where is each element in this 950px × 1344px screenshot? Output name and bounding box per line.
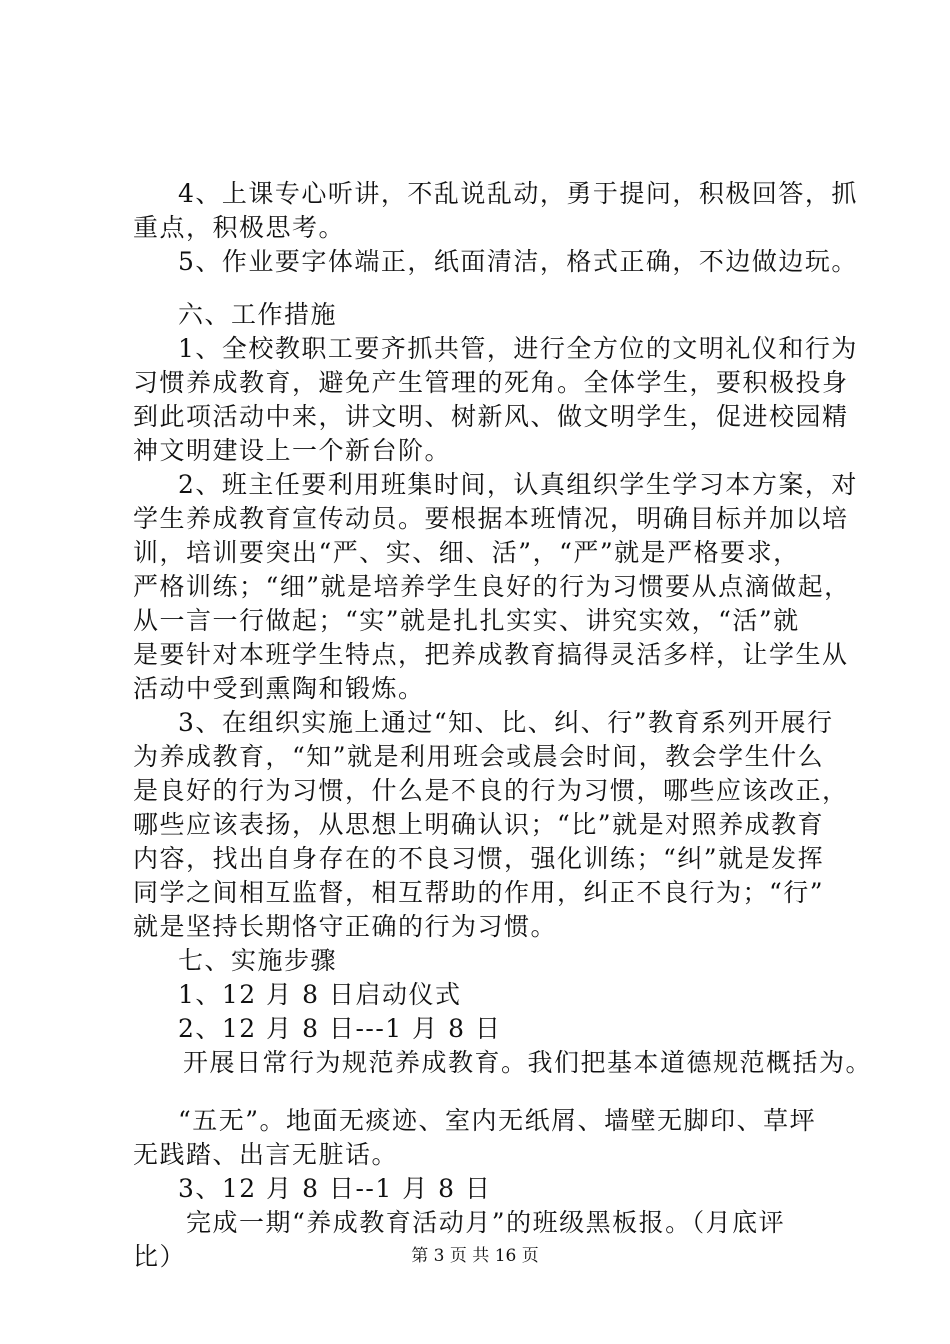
text-line: 4、上课专心听讲，不乱说乱动，勇于提问，积极回答，抓 xyxy=(178,179,858,208)
section-heading: 七、实施步骤 xyxy=(178,946,338,975)
text-line: 习惯养成教育，避免产生管理的死角。全体学生，要积极投身 xyxy=(133,368,849,397)
text-line: “五无”。地面无痰迹、室内无纸屑、墙壁无脚印、草坪 xyxy=(178,1106,817,1135)
text-line: 为养成教育，“知”就是利用班会或晨会时间，教会学生什么 xyxy=(133,742,825,771)
text-line: 开展日常行为规范养成教育。我们把基本道德规范概括为。 xyxy=(183,1048,873,1077)
text-line: 同学之间相互监督，相互帮助的作用，纠正不良行为；“行” xyxy=(133,878,825,907)
text-line: 2、班主任要利用班集时间，认真组织学生学习本方案，对 xyxy=(178,470,858,499)
text-line: 5、作业要字体端正，纸面清洁，格式正确，不边做边玩。 xyxy=(178,247,858,276)
text-line: 神文明建设上一个新台阶。 xyxy=(133,436,452,465)
text-line: 内容，找出自身存在的不良习惯，强化训练；“纠”就是发挥 xyxy=(133,844,825,873)
text-line: 无践踏、出言无脏话。 xyxy=(133,1140,399,1169)
text-line: 是要针对本班学生特点，把养成教育搞得灵活多样，让学生从 xyxy=(133,640,849,669)
text-line: 完成一期“养成教育活动月”的班级黑板报。（月底评 xyxy=(186,1208,786,1237)
text-line: 2、12 月 8 日---1 月 8 日 xyxy=(178,1014,502,1043)
text-line: 活动中受到熏陶和锻炼。 xyxy=(133,674,425,703)
text-line: 从一言一行做起；“实”就是扎扎实实、讲究实效，“活”就 xyxy=(133,606,800,635)
page-footer: 第 3 页 共 16 页 xyxy=(411,1246,539,1266)
section-heading: 六、工作措施 xyxy=(178,300,338,329)
text-line: 3、12 月 8 日--1 月 8 日 xyxy=(178,1174,492,1203)
text-line: 比） xyxy=(133,1242,187,1271)
text-line: 3、在组织实施上通过“知、比、纠、行”教育系列开展行 xyxy=(178,708,834,737)
text-line: 学生养成教育宣传动员。要根据本班情况，明确目标并加以培 xyxy=(133,504,849,533)
text-line: 训，培训要突出“严、实、细、活”，“严”就是严格要求， xyxy=(133,538,800,567)
text-line: 就是坚持长期恪守正确的行为习惯。 xyxy=(133,912,558,941)
text-line: 1、全校教职工要齐抓共管，进行全方位的文明礼仪和行为 xyxy=(178,334,858,363)
text-line: 到此项活动中来，讲文明、树新风、做文明学生，促进校园精 xyxy=(133,402,849,431)
text-line: 严格训练；“细”就是培养学生良好的行为习惯要从点滴做起， xyxy=(133,572,851,601)
text-line: 哪些应该表扬，从思想上明确认识；“比”就是对照养成教育 xyxy=(133,810,825,839)
text-line: 重点，积极思考。 xyxy=(133,213,346,242)
text-line: 是良好的行为习惯，什么是不良的行为习惯，哪些应该改正， xyxy=(133,776,849,805)
text-line: 1、12 月 8 日启动仪式 xyxy=(178,980,462,1009)
